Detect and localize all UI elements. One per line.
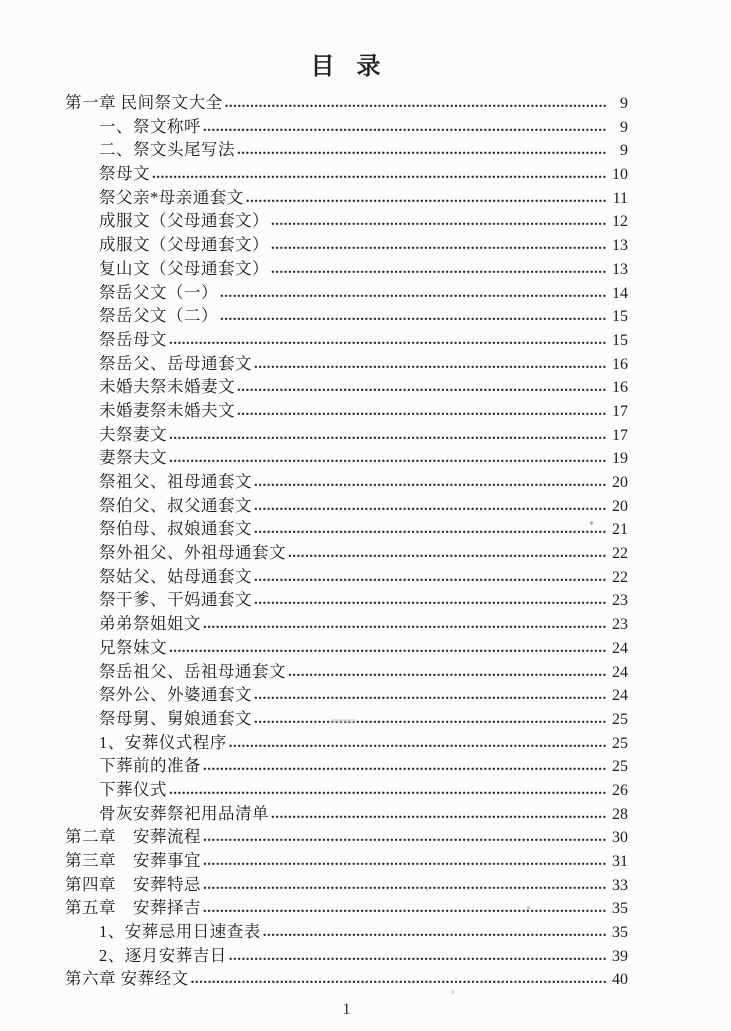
toc-entry-page-number: 23 bbox=[612, 592, 628, 610]
toc-entry bbox=[65, 683, 628, 707]
dot-leader bbox=[288, 542, 607, 566]
toc-entry-label: 成服文（父母通套文） bbox=[99, 211, 269, 231]
toc-entry-page-number: 20 bbox=[612, 474, 628, 491]
toc-entry bbox=[65, 115, 628, 139]
toc-list bbox=[65, 91, 628, 991]
toc-entry-page-number: 39 bbox=[612, 947, 628, 965]
toc-entry-page-number: 33 bbox=[612, 876, 628, 894]
toc-entry bbox=[65, 920, 628, 944]
dot-leader bbox=[220, 305, 607, 329]
dot-leader bbox=[254, 495, 607, 519]
toc-entry-label: 下葬前的准备 bbox=[99, 756, 201, 776]
toc-entry-page-number: 22 bbox=[612, 545, 628, 563]
toc-entry-page-number: 25 bbox=[612, 710, 628, 728]
toc-entry bbox=[65, 660, 628, 684]
toc-entry bbox=[65, 304, 628, 328]
toc-entry bbox=[65, 612, 628, 636]
toc-entry-page-number: 23 bbox=[612, 616, 628, 634]
toc-entry-label: 祭父亲*母亲通套文 bbox=[99, 187, 244, 207]
toc-entry-page-number: 28 bbox=[612, 805, 628, 823]
toc-entry bbox=[65, 186, 628, 210]
dot-leader bbox=[254, 518, 607, 542]
dot-leader bbox=[237, 376, 607, 400]
toc-entry-page-number: 35 bbox=[612, 900, 628, 918]
toc-entry bbox=[65, 162, 628, 186]
toc-entry-label: 祭伯父、叔父通套文 bbox=[99, 495, 252, 515]
toc-entry-page-number: 22 bbox=[612, 568, 628, 586]
toc-entry-page-number: 35 bbox=[612, 924, 628, 942]
toc-entry bbox=[65, 636, 628, 660]
toc-entry-label: 兄祭妹文 bbox=[99, 637, 167, 657]
toc-entry-label: 第二章 安葬流程 bbox=[65, 827, 201, 847]
toc-entry-label: 祭伯母、叔娘通套文 bbox=[99, 519, 252, 539]
toc-entry-page-number: 24 bbox=[612, 687, 628, 705]
toc-entry-label: 祭岳父、岳母通套文 bbox=[99, 353, 252, 373]
toc-entry-page-number: 9 bbox=[620, 95, 628, 112]
toc-entry-label: 祭祖父、祖母通套文 bbox=[99, 472, 252, 491]
toc-entry-page-number: 14 bbox=[612, 284, 628, 302]
toc-entry-label: 祭岳母文 bbox=[99, 329, 167, 349]
toc-entry-page-number: 17 bbox=[612, 426, 628, 444]
dot-leader bbox=[254, 684, 607, 708]
toc-entry-label: 祭外祖父、外祖母通套文 bbox=[99, 543, 286, 563]
dot-leader bbox=[203, 613, 607, 637]
toc-entry-label: 骨灰安葬祭祀用品清单 bbox=[99, 803, 269, 823]
toc-entry bbox=[65, 967, 628, 991]
toc-entry-page-number: 19 bbox=[612, 450, 628, 468]
toc-entry bbox=[65, 446, 628, 470]
toc-entry-label: 1、安葬仪式程序 bbox=[99, 732, 227, 752]
toc-entry bbox=[65, 423, 628, 447]
toc-entry-page-number: 31 bbox=[612, 853, 628, 870]
toc-entry-label: 祭母舅、舅娘通套文 bbox=[99, 708, 252, 728]
dot-leader bbox=[263, 921, 607, 945]
toc-entry bbox=[65, 588, 628, 612]
footer-page-number: 1 bbox=[342, 1001, 351, 1018]
toc-entry bbox=[65, 517, 628, 541]
toc-entry-page-number: 15 bbox=[612, 308, 628, 326]
toc-entry-page-number: 30 bbox=[612, 829, 628, 847]
toc-entry bbox=[65, 541, 628, 565]
dot-leader bbox=[271, 210, 607, 234]
toc-entry-label: 妻祭夫文 bbox=[99, 448, 167, 468]
toc-entry-page-number: 25 bbox=[612, 758, 628, 776]
toc-entry-page-number: 21 bbox=[612, 521, 628, 539]
dot-leader bbox=[169, 424, 607, 448]
dot-leader bbox=[229, 732, 607, 756]
toc-entry bbox=[65, 352, 628, 376]
scan-artifact bbox=[527, 906, 530, 909]
toc-entry-page-number: 40 bbox=[612, 971, 628, 989]
dot-leader bbox=[169, 329, 607, 353]
toc-entry-page-number: 25 bbox=[612, 734, 628, 752]
toc-entry bbox=[65, 896, 628, 920]
toc-entry-label: 祭岳父文（二） bbox=[99, 306, 218, 326]
toc-entry-label: 祭干爹、干妈通套文 bbox=[99, 590, 252, 610]
toc-entry-label: 2、逐月安葬吉日 bbox=[99, 945, 227, 965]
dot-leader bbox=[169, 637, 607, 661]
toc-content bbox=[65, 46, 628, 991]
toc-entry bbox=[65, 565, 628, 589]
toc-entry bbox=[65, 257, 628, 281]
toc-entry-label: 第三章 安葬事宜 bbox=[65, 851, 201, 870]
toc-entry-page-number: 9 bbox=[620, 118, 628, 136]
dot-leader bbox=[203, 850, 607, 874]
dot-leader bbox=[246, 187, 607, 211]
toc-entry bbox=[65, 470, 628, 494]
toc-entry bbox=[65, 281, 628, 305]
toc-entry-label: 未婚夫祭未婚妻文 bbox=[99, 377, 235, 397]
toc-entry bbox=[65, 138, 628, 162]
toc-entry-page-number: 13 bbox=[612, 237, 628, 255]
dot-leader bbox=[220, 282, 607, 306]
toc-entry bbox=[65, 233, 628, 257]
dot-leader bbox=[237, 400, 607, 424]
dot-leader bbox=[254, 589, 607, 613]
toc-entry-page-number: 20 bbox=[612, 497, 628, 515]
toc-entry-label: 夫祭妻文 bbox=[99, 424, 167, 444]
scan-artifact bbox=[590, 521, 593, 525]
page-title: 目 录 bbox=[310, 54, 383, 80]
dot-leader bbox=[152, 163, 607, 187]
toc-entry-label: 第一章 民间祭文大全 bbox=[65, 93, 223, 112]
toc-entry-label: 复山文（父母通套文） bbox=[99, 258, 269, 278]
toc-entry-label: 祭母文 bbox=[99, 164, 150, 184]
toc-entry bbox=[65, 494, 628, 518]
dot-leader bbox=[169, 447, 607, 471]
toc-entry-page-number: 26 bbox=[612, 781, 628, 799]
dot-leader bbox=[169, 779, 607, 803]
toc-entry bbox=[65, 873, 628, 897]
toc-entry-label: 祭岳父文（一） bbox=[99, 282, 218, 302]
dot-leader bbox=[203, 755, 607, 779]
toc-entry-label: 弟弟祭姐姐文 bbox=[99, 614, 201, 634]
dot-leader bbox=[191, 968, 607, 992]
toc-entry-label: 祭岳祖父、岳祖母通套文 bbox=[99, 661, 286, 681]
toc-entry bbox=[65, 91, 628, 115]
dot-leader bbox=[225, 92, 607, 116]
toc-entry-page-number: 15 bbox=[612, 331, 628, 349]
toc-entry-page-number: 10 bbox=[612, 166, 628, 184]
toc-entry bbox=[65, 778, 628, 802]
toc-entry bbox=[65, 399, 628, 423]
dot-leader bbox=[237, 139, 607, 163]
toc-entry bbox=[65, 209, 628, 233]
toc-entry bbox=[65, 802, 628, 826]
toc-entry bbox=[65, 849, 628, 873]
dot-leader bbox=[254, 708, 607, 732]
dot-leader bbox=[271, 234, 607, 258]
dot-leader bbox=[203, 874, 607, 898]
toc-entry-label: 第四章 安葬特忌 bbox=[65, 874, 201, 894]
dot-leader bbox=[254, 566, 607, 590]
dot-leader bbox=[229, 945, 607, 969]
toc-entry bbox=[65, 754, 628, 778]
scan-artifact bbox=[452, 990, 454, 994]
scan-artifact bbox=[330, 719, 356, 722]
toc-entry-page-number: 13 bbox=[612, 260, 628, 278]
dot-leader bbox=[203, 116, 607, 140]
dot-leader bbox=[288, 661, 607, 685]
toc-entry-page-number: 24 bbox=[612, 639, 628, 657]
toc-entry-label: 祭姑父、姑母通套文 bbox=[99, 566, 252, 586]
toc-entry bbox=[65, 328, 628, 352]
toc-entry bbox=[65, 375, 628, 399]
dot-leader bbox=[203, 826, 607, 850]
toc-entry bbox=[65, 944, 628, 968]
toc-entry-label: 一、祭文称呼 bbox=[99, 116, 201, 136]
toc-entry-label: 下葬仪式 bbox=[99, 779, 167, 799]
dot-leader bbox=[271, 803, 607, 827]
dot-leader bbox=[271, 258, 607, 282]
toc-entry bbox=[65, 731, 628, 755]
toc-entry-label: 二、祭文头尾写法 bbox=[99, 140, 235, 160]
toc-entry-page-number: 24 bbox=[612, 663, 628, 681]
toc-entry-page-number: 16 bbox=[612, 379, 628, 397]
toc-entry-label: 未婚妻祭未婚夫文 bbox=[99, 400, 235, 420]
toc-entry-label: 成服文（父母通套文） bbox=[99, 235, 269, 255]
toc-entry-page-number: 17 bbox=[612, 402, 628, 420]
dot-leader bbox=[203, 897, 607, 921]
toc-entry-label: 第五章 安葬择吉 bbox=[65, 898, 201, 918]
toc-entry-page-number: 12 bbox=[612, 213, 628, 231]
toc-entry-page-number: 9 bbox=[620, 142, 628, 160]
dot-leader bbox=[254, 471, 607, 495]
toc-entry-label: 第六章 安葬经文 bbox=[65, 969, 189, 989]
dot-leader bbox=[254, 353, 607, 377]
toc-entry-label: 祭外公、外婆通套文 bbox=[99, 685, 252, 705]
toc-entry-page-number: 11 bbox=[612, 189, 628, 207]
scan-artifact bbox=[426, 886, 428, 891]
toc-entry-label: 1、安葬忌用日速查表 bbox=[99, 922, 261, 942]
toc-entry bbox=[65, 825, 628, 849]
toc-entry-page-number: 16 bbox=[612, 355, 628, 373]
